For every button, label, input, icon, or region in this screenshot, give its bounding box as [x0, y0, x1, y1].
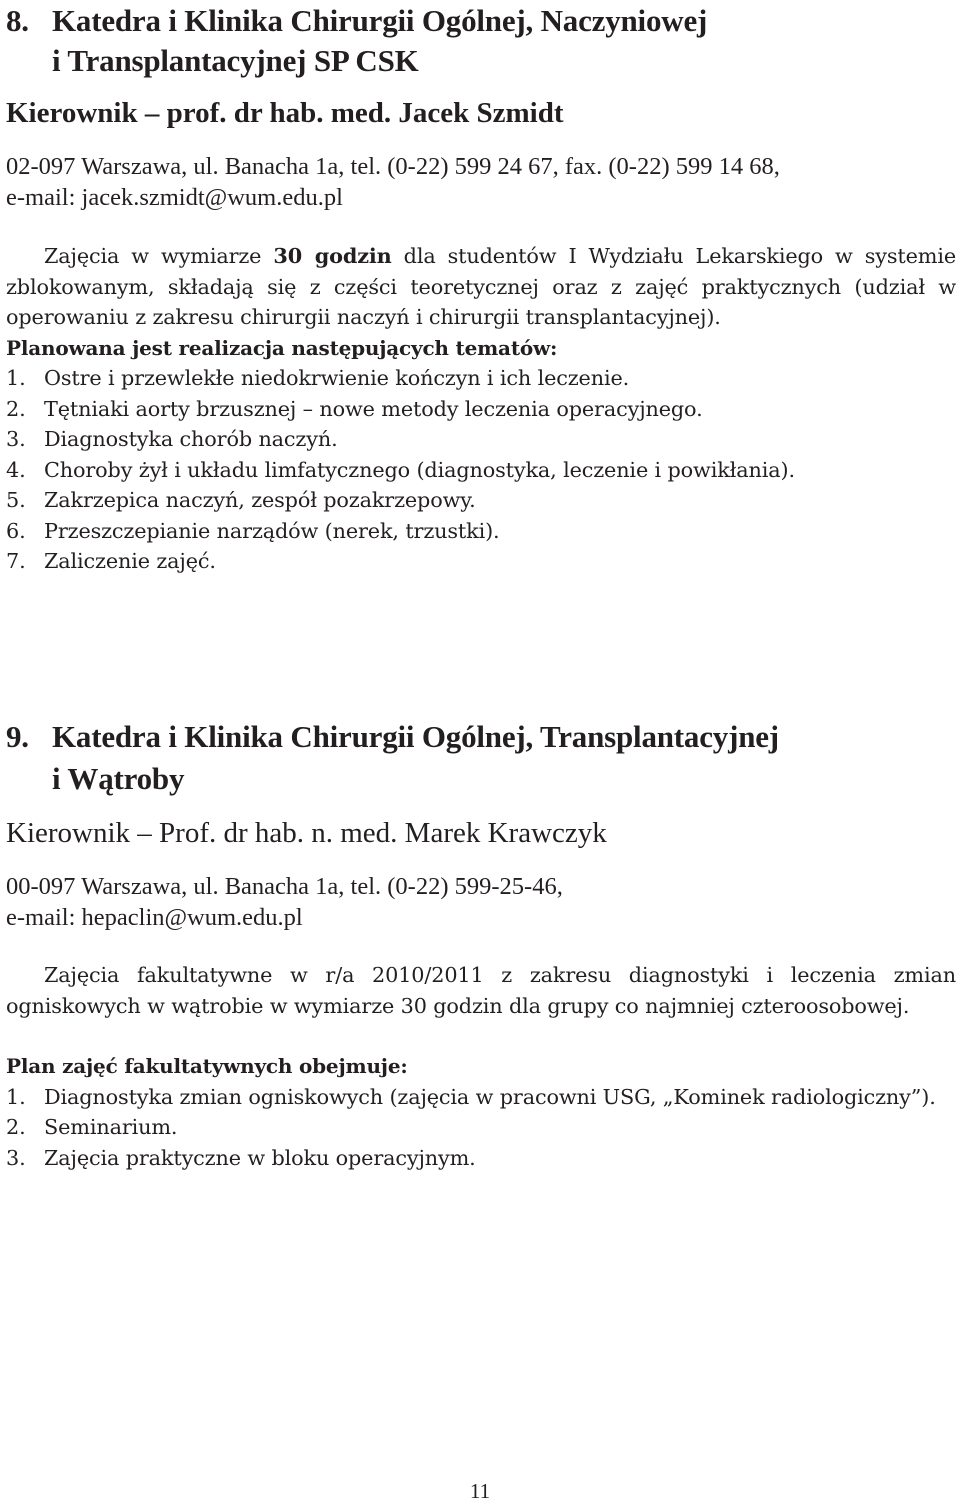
list-item [6, 1143, 956, 1174]
list-item-text: Zaliczenie zajęć. [44, 549, 216, 573]
section-9-address-line1: 00-097 Warszawa, ul. Banacha 1a, tel. (0-22) 599-25-46, [6, 873, 563, 900]
section-8-title [6, 0, 956, 81]
section-9-title-line2: i Wątroby [52, 761, 185, 796]
list-item [6, 546, 956, 577]
section-9-head: Kierownik – Prof. dr hab. n. med. Marek Krawczyk [6, 817, 607, 849]
section-8-email: e-mail: jacek.szmidt@wum.edu.pl [6, 184, 343, 211]
list-item [6, 485, 956, 516]
list-item [6, 455, 956, 486]
list-item-text: Tętniaki aorty brzusznej – nowe metody leczenia operacyjnego. [44, 396, 703, 421]
section-8-address [6, 151, 956, 213]
section-8 [6, 0, 956, 577]
section-9-number: 9. [6, 719, 29, 754]
list-item-number: 2. [6, 396, 26, 421]
section-8-intro-after: dla studentów I Wydziału Lekarskiego w systemie zblokowanym, składają się z części teoretycznej oraz z zajęć praktycznych (udział w operowaniu z zakresu chirurgii naczyń i chirurgii transplantacyjnej). [6, 244, 956, 329]
section-9-title-line1: Katedra i Klinika Chirurgii Ogólnej, Transplantacyjnej [52, 719, 779, 754]
list-item [6, 424, 956, 455]
list-item-number: 3. [6, 427, 26, 451]
section-8-title-line1: Katedra i Klinika Chirurgii Ogólnej, Naczyniowej [52, 3, 708, 38]
list-item-number: 1. [6, 1084, 26, 1109]
page-number: 11 [469, 1479, 491, 1503]
list-item-text: Zajęcia praktyczne w bloku operacyjnym. [44, 1145, 476, 1170]
list-item-number: 1. [6, 366, 26, 390]
list-item [6, 1112, 956, 1143]
section-9-email: e-mail: hepaclin@wum.edu.pl [6, 904, 303, 931]
list-item-number: 6. [6, 518, 26, 543]
section-9-plan-heading: Plan zajęć fakultatywnych obejmuje: [6, 1054, 408, 1078]
list-item-text: Ostre i przewlekłe niedokrwienie kończyn i ich leczenie. [44, 366, 630, 390]
section-9-intro: Zajęcia fakultatywne w r/a 2010/2011 z zakresu diagnostyki i leczenia zmian ogniskowych w wątrobie w wymiarze 30 godzin dla grupy co najmniej czteroosobowej. [6, 963, 956, 1018]
list-item-text: Przeszczepianie narządów (nerek, trzustki). [44, 518, 500, 543]
list-item-text: Diagnostyka zmian ogniskowych (zajęcia w pracowni USG, „Kominek radiologiczny”). [44, 1084, 936, 1109]
section-9-plan-list [6, 1082, 956, 1174]
section-8-topics-list [6, 363, 956, 577]
list-item-text: Seminarium. [44, 1115, 178, 1139]
section-8-intro-before: Zajęcia w wymiarze [44, 244, 274, 268]
list-item [6, 1082, 956, 1113]
section-8-topics-heading: Planowana jest realizacja następujących tematów: [6, 335, 558, 360]
section-8-intro-bold: 30 godzin [273, 243, 392, 268]
list-item [6, 516, 956, 547]
section-8-intro [6, 241, 956, 333]
list-item [6, 394, 956, 425]
section-8-title-line2: i Transplantacyjnej SP CSK [52, 43, 419, 78]
section-9 [6, 717, 956, 1173]
list-item-text: Zakrzepica naczyń, zespół pozakrzepowy. [44, 488, 476, 512]
list-item-text: Choroby żył i układu limfatycznego (diagnostyka, leczenie i powikłania). [44, 457, 795, 482]
list-item-number: 4. [6, 457, 26, 482]
section-9-title [6, 717, 956, 799]
section-8-head: Kierownik – prof. dr hab. med. Jacek Szmidt [6, 97, 564, 129]
section-8-address-line1: 02-097 Warszawa, ul. Banacha 1a, tel. (0-22) 599 24 67, fax. (0-22) 599 14 68, [6, 153, 780, 180]
list-item [6, 363, 956, 394]
list-item-text: Diagnostyka chorób naczyń. [44, 427, 338, 451]
section-8-number: 8. [6, 3, 29, 38]
list-item-number: 2. [6, 1115, 26, 1139]
list-item-number: 3. [6, 1145, 26, 1170]
section-9-address [6, 871, 956, 933]
list-item-number: 7. [6, 549, 26, 573]
list-item-number: 5. [6, 488, 26, 512]
